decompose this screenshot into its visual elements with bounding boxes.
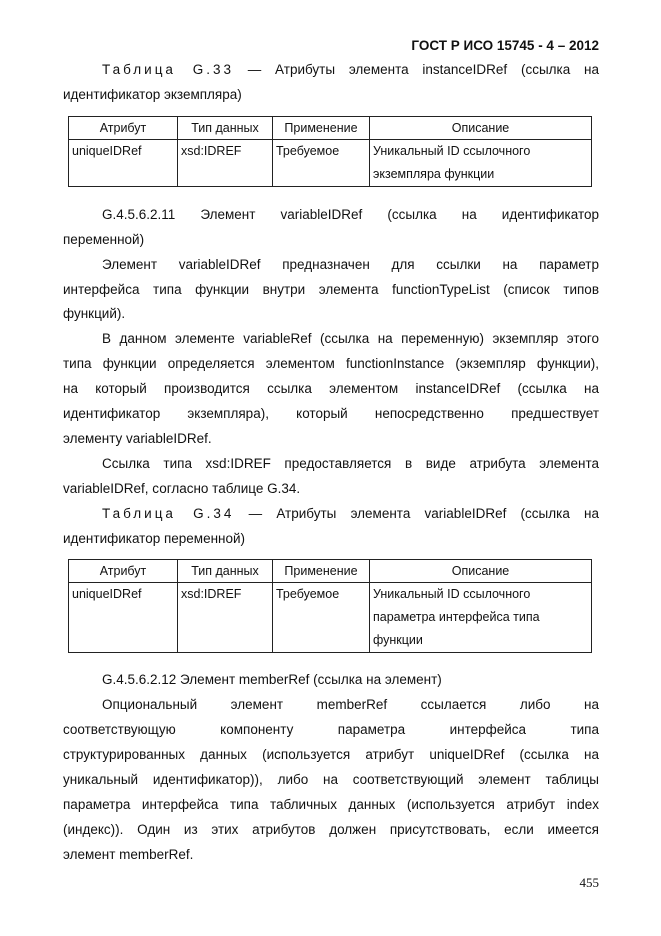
section-heading-line: переменной) (63, 232, 145, 247)
table-cell: xsd:IDREF (178, 583, 273, 653)
paragraph-line: функций). (63, 306, 126, 321)
paragraph-line: уникальный идентификатор)), либо на соответствующий элемент таблицы (63, 772, 599, 787)
page-number: 455 (579, 875, 599, 890)
table-g34 (68, 559, 592, 653)
document-header: ГОСТ Р ИСО 15745 - 4 – 2012 (411, 38, 599, 53)
header-cell: Описание (370, 560, 592, 583)
description-line: параметра интерфейса типа (373, 610, 540, 624)
header-cell: Применение (273, 117, 370, 140)
table-cell: xsd:IDREF (178, 140, 273, 187)
paragraph-line: В данном элементе variableRef (ссылка на переменную) экземпляр этого (102, 331, 599, 346)
table-g34-caption-rest: — Атрибуты элемента variableIDRef (ссылка на (234, 506, 600, 521)
table-g33-caption-rest: — Атрибуты элемента instanceIDRef (ссылка на (233, 62, 599, 77)
table-g34-caption-line2: идентификатор переменной) (63, 531, 246, 546)
table-cell: Требуемое (273, 140, 370, 187)
table-header-row (69, 117, 592, 140)
paragraph-line: (индекс)). Один из этих атрибутов должен присутствовать, если имеется (63, 822, 599, 837)
paragraph-line: параметра интерфейса типа табличных данных (используется атрибут index (63, 797, 599, 812)
paragraph-line: variableIDRef, согласно таблице G.34. (63, 481, 301, 496)
paragraph-line: структурированных данных (используется атрибут uniqueIDRef (ссылка на (63, 747, 599, 762)
header-cell: Тип данных (178, 117, 273, 140)
table-header-row (69, 560, 592, 583)
header-cell: Тип данных (178, 560, 273, 583)
table-cell-description (370, 140, 592, 187)
description-line: экземпляра функции (373, 167, 495, 181)
table-cell: uniqueIDRef (69, 140, 178, 187)
table-cell-description (370, 583, 592, 653)
table-cell: Требуемое (273, 583, 370, 653)
paragraph-line: элемент memberRef. (63, 847, 194, 862)
paragraph-line: на который производится ссылка элементом instanceIDRef (ссылка на (63, 381, 599, 396)
paragraph-line: типа функции определяется элементом functionInstance (экземпляр функции), (63, 356, 599, 371)
description-line: Уникальный ID ссылочного (373, 587, 531, 601)
table-g33-caption-prefix: Таблица G.33 (102, 62, 234, 77)
table-g33-caption-line2: идентификатор экземпляра) (63, 87, 242, 102)
paragraph-line: элементу variableIDRef. (63, 431, 212, 446)
paragraph-line: Опциональный элемент memberRef ссылается либо на (102, 697, 599, 712)
table-g33 (68, 116, 592, 187)
header-cell: Атрибут (69, 117, 178, 140)
header-cell: Применение (273, 560, 370, 583)
header-cell: Описание (370, 117, 592, 140)
table-g34-caption-prefix: Таблица G.34 (102, 506, 235, 521)
paragraph-line: интерфейса типа функции внутри элемента functionTypeList (список типов (63, 282, 599, 297)
section-heading-line: G.4.5.6.2.11 Элемент variableIDRef (ссылка на идентификатор (102, 207, 599, 222)
table-cell: uniqueIDRef (69, 583, 178, 653)
paragraph-line: идентификатор экземпляра), который непосредственно предшествует (63, 406, 599, 421)
paragraph-line: Ссылка типа xsd:IDREF предоставляется в виде атрибута элемента (102, 456, 599, 471)
table-row (69, 583, 592, 653)
table-g33-caption (102, 62, 599, 78)
header-cell: Атрибут (69, 560, 178, 583)
table-g34-caption (102, 506, 599, 522)
description-line: Уникальный ID ссылочного (373, 144, 531, 158)
table-row (69, 140, 592, 187)
paragraph-line: соответствующую компоненту параметра интерфейса типа (63, 722, 599, 737)
description-line: функции (373, 633, 423, 647)
section-heading-line: G.4.5.6.2.12 Элемент memberRef (ссылка на элемент) (102, 672, 442, 687)
paragraph-line: Элемент variableIDRef предназначен для ссылки на параметр (102, 257, 599, 272)
